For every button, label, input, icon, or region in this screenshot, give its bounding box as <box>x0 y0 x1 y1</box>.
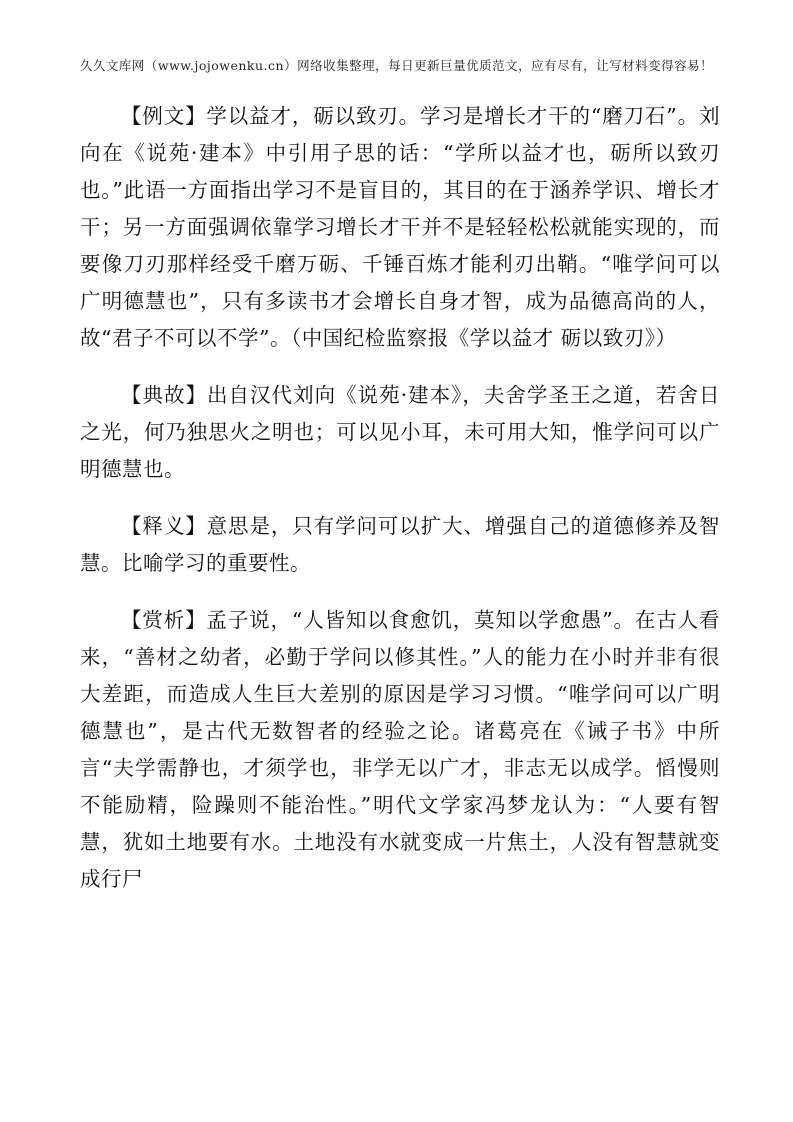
paragraph-example: 【例文】学以益才，砺以致刃。学习是增长才干的“磨刀石”。刘向在《说苑·建本》中引用子思的话：“学所以益才也，砺所以致刃也。”此语一方面指出学习不是盲目的，其目的在于涵养学识、增长才干；另一方面强调依靠学习增长才干并不是轻轻松松就能实现的，而要像刀刃那样经受千磨万砺、千锤百炼才能利刃出鞘。“唯学问可以广明德慧也”，只有多读书才会增长自身才智，成为品德高尚的人，故“君子不可以不学”。（中国纪检监察报《学以益才 砺以致刃》） <box>80 104 720 350</box>
paragraph-appreciation: 【赏析】孟子说，“人皆知以食愈饥，莫知以学愈愚”。在古人看来，“善材之幼者，必勤于学问以修其性。”人的能力在小时并非有很大差距，而造成人生巨大差别的原因是学习习惯。“唯学问可以广明德慧也”，是古代无数智者的经验之论。诸葛亮在《诫子书》中所言“夫学需静也，才须学也，非学无以广才，非志无以成学。慆慢则不能励精，险躁则不能治性。”明代文学家冯梦龙认为：“人要有智慧，犹如土地要有水。土地没有水就变成一片焦土，人没有智慧就变成行尸 <box>80 608 720 891</box>
paragraph-interpretation: 【释义】意思是，只有学问可以扩大、增强自己的道德修养及智慧。比喻学习的重要性。 <box>80 514 720 575</box>
page-header: 久久文库网（www.jojowenku.cn）网络收集整理，每日更新巨量优质范文，应有尽有，让写材料变得容易！ <box>79 58 714 73</box>
document-body <box>80 98 720 918</box>
paragraph-allusion: 【典故】出自汉代刘向《说苑·建本》，夫舍学圣王之道，若舍日之光，何乃独思火之明也；可以见小耳，未可用大知，惟学问可以广明德慧也。 <box>80 383 720 481</box>
